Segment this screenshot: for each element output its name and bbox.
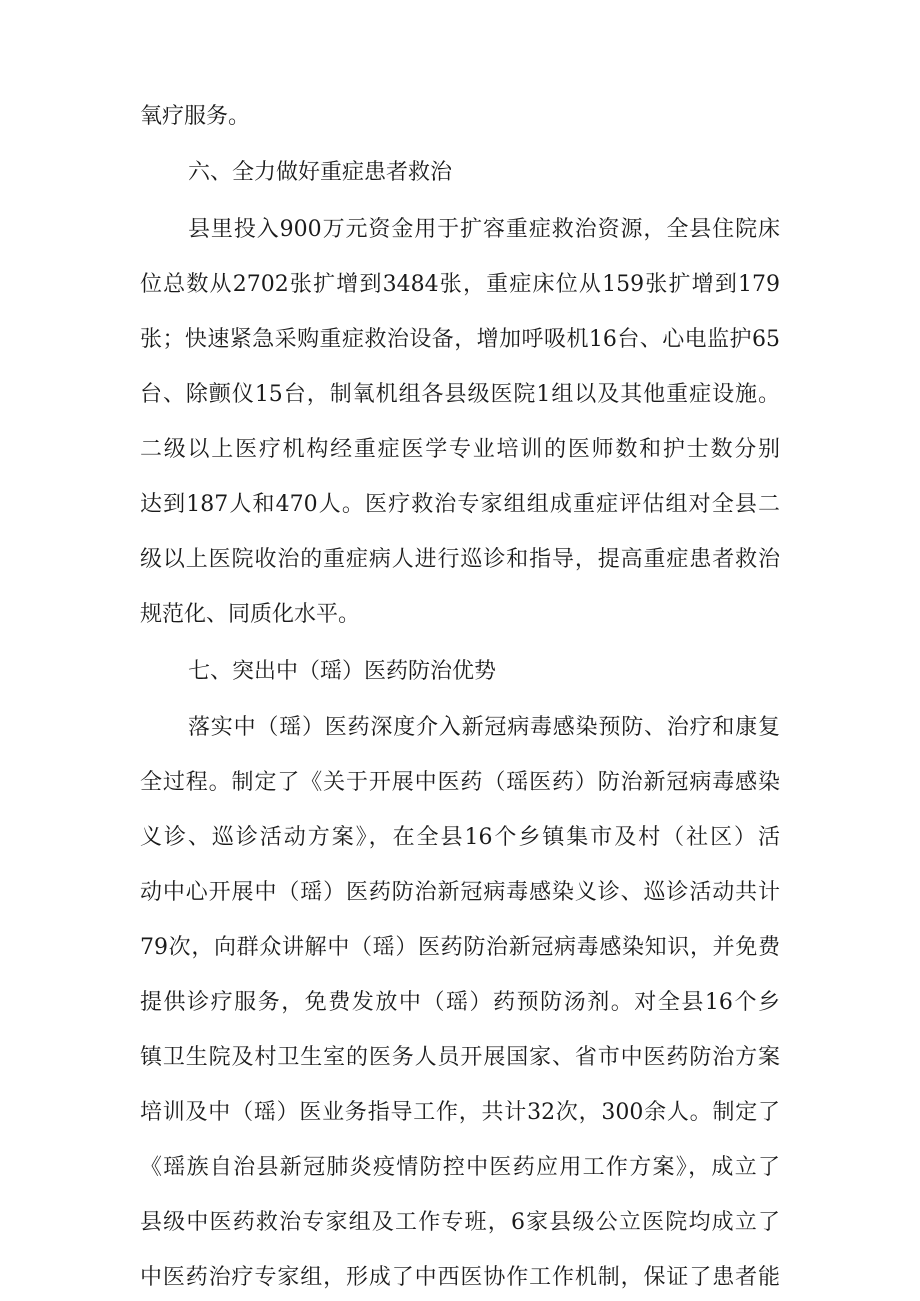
body-text-line: 79次，向群众讲解中（瑶）医药防治新冠病毒感染知识，并免费 bbox=[140, 935, 780, 960]
body-text-line: 达到187人和470人。医疗救治专家组组成重症评估组对全县二 bbox=[140, 492, 780, 517]
body-text-line: 规范化、同质化水平。 bbox=[140, 602, 361, 627]
body-text-line: 培训及中（瑶）医业务指导工作，共计32次，300余人。制定了 bbox=[140, 1100, 780, 1125]
body-text-line: 镇卫生院及村卫生室的医务人员开展国家、省市中医药防治方案 bbox=[140, 1045, 780, 1070]
body-text-line: 位总数从2702张扩增到3484张，重症床位从159张扩增到179 bbox=[140, 272, 780, 297]
body-text-line: 台、除颤仪15台，制氧机组各县级医院1组以及其他重症设施。 bbox=[140, 382, 780, 407]
body-text-line: 张；快速紧急采购重症救治设备，增加呼吸机16台、心电监护65 bbox=[140, 327, 780, 352]
body-text-line: 全过程。制定了《关于开展中医药（瑶医药）防治新冠病毒感染 bbox=[140, 770, 780, 795]
body-text-line: 提供诊疗服务，免费发放中（瑶）药预防汤剂。对全县16个乡 bbox=[140, 990, 780, 1015]
body-text-line: 动中心开展中（瑶）医药防治新冠病毒感染义诊、巡诊活动共计 bbox=[140, 880, 780, 905]
body-text-line: 中医药治疗专家组，形成了中西医协作工作机制，保证了患者能 bbox=[140, 1265, 780, 1290]
body-text-line: 县里投入900万元资金用于扩容重症救治资源，全县住院床 bbox=[188, 217, 780, 242]
body-text-line: 落实中（瑶）医药深度介入新冠病毒感染预防、治疗和康复 bbox=[188, 715, 780, 740]
body-text-line: 《瑶族自治县新冠肺炎疫情防控中医药应用工作方案》，成立了 bbox=[140, 1155, 780, 1180]
body-text-line: 级以上医院收治的重症病人进行巡诊和指导，提高重症患者救治 bbox=[140, 547, 780, 572]
body-text-line: 二级以上医疗机构经重症医学专业培训的医师数和护士数分别 bbox=[140, 437, 780, 462]
body-text-line: 义诊、巡诊活动方案》，在全县16个乡镇集市及村（社区）活 bbox=[140, 825, 780, 850]
section-heading: 六、全力做好重症患者救治 bbox=[188, 160, 453, 185]
section-heading: 七、突出中（瑶）医药防治优势 bbox=[188, 659, 497, 684]
body-text-line: 氧疗服务。 bbox=[140, 104, 251, 129]
body-text-line: 县级中医药救治专家组及工作专班，6家县级公立医院均成立了 bbox=[140, 1210, 780, 1235]
